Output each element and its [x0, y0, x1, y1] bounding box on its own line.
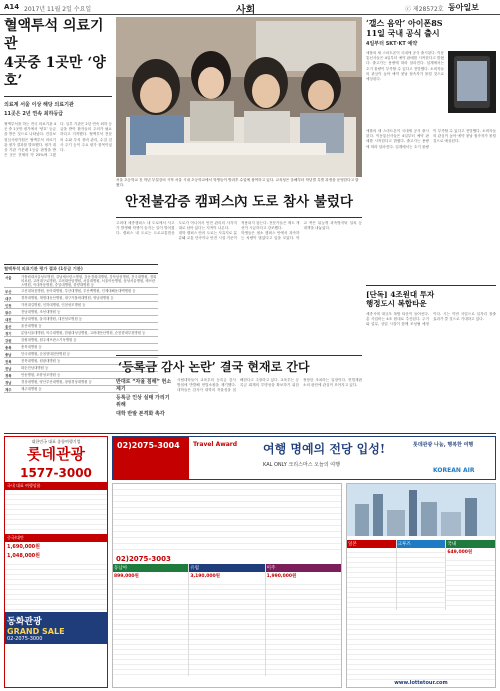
left-sub-1: 의료계 서울 이상 해당 의료기관 [4, 102, 74, 108]
publisher-name: 동아일보 [448, 2, 479, 12]
table-region: 인천 [5, 303, 12, 308]
table-region: 충남 [5, 352, 12, 357]
lotte-price-1: 1,690,000원 [7, 543, 40, 550]
table-region: 경기 [5, 331, 12, 336]
lotte-list-top: 국내 대표 여행상품 [5, 482, 107, 490]
table-region: 전남 [5, 366, 12, 371]
right-article [366, 18, 496, 460]
page-number: A14 [4, 3, 20, 11]
region-3-list [266, 580, 341, 676]
table-region: 울산 [5, 324, 12, 329]
right-sub: 4일부터 SKT·KT 예약 [366, 41, 418, 47]
right-body-text-2: 애플의 새 스마트폰이 국내에 공식 출시된다. 이동통신사들은 4일부터 예약 판매를 시작한다고 밝혔다. 출고가는 용량에 따라 달라진다. 업계에서는 초기 물량이 부족할 수 있다고 전망했다. 소비자들의 관심이 높아 예약 첫날 접속자가 몰릴 것으로 예상된다. [366, 129, 496, 149]
dongwha-grand-sale: GRAND SALE [7, 626, 65, 636]
lotte-brand: 롯데관광 [27, 445, 85, 463]
region-5-list [397, 548, 446, 608]
phone-image [448, 51, 496, 113]
table-hospital-list: 안동병원, 포항성모병원 등 [21, 372, 61, 377]
table-region: 제주 [5, 387, 12, 392]
region-2-list [189, 580, 264, 676]
lotte-tour-ad [4, 436, 108, 688]
center-list-upper [113, 484, 341, 554]
main-body-2: 대학 캠퍼스 안의 도로는 사유지로 분류돼 교통 단속이나 안전 시설 기준이 적용되지 않는다. 전문가들은 제도 개선이 시급하다고 강조했다. [178, 220, 300, 241]
region-southeast-asia: 동남아 [113, 564, 188, 572]
right2-body-text: 세종시에 대규모 복합 타운이 들어선다. 총 사업비는 4조 원대로 추산된다. 주거와 업무, 상업 시설이 함께 조성될 예정이다. 시는 이번 사업으로 일자리 창출 효과가 클 것으로 기대하고 있다. [366, 311, 496, 327]
region-europe: 유럽 [189, 564, 264, 572]
table-hospital-list: 경북대병원, 계명대동산병원, 대구가톨릭대병원, 영남대병원 등 [21, 295, 114, 300]
price-4: 3,190,000원 [190, 574, 221, 579]
right-ad [346, 483, 496, 688]
issue-number: ⓒ 제28572호 [405, 6, 444, 13]
korean-air-logo: KOREAN AIR [433, 467, 475, 474]
region-domestic: 국내 [446, 540, 495, 548]
classroom-photo [116, 17, 362, 177]
left-article-body [4, 122, 112, 280]
table-hospital-list: 고신대복음병원, 동아대병원, 부산대병원, 부산백병원, 인제대해운대백병원 등 [21, 288, 136, 293]
table-hospital-list: 충북대병원 등 [21, 344, 42, 349]
main-article-body [116, 221, 362, 363]
second-headline: ‘등록금 감사 논란’ 결국 현재로 간다 [118, 360, 310, 374]
right-body-top [366, 51, 444, 127]
left-body-text: 혈액투석을 하는 전국 의료기관 4곳 중 1곳만 평가에서 ‘양호’ 등급을 받은 것으로 나타났다. 건강보험심사평가원은 혈액투석 의료기관 평가 결과를 발표했다. 평가 대상 기관 가운데 1등급 판정을 받은 곳은 전체의 약 25%에 그쳤다. 일부 기관은 2년 연속 최하 등급을 받아 환자들의 주의가 필요하다고 지적했다. 혈액투석 전문의 수와 투석 장비 관리, 수질 검사 주기 등이 주요 평가 항목이었다. [4, 122, 112, 158]
ad-divider [4, 433, 496, 434]
main-body-3: 학생들은 평소 캠퍼스 안에서 과속하는 차량이 많았다고 입을 모았다. 학교 측은 뒤늦게 과속방지턱 설치 등 대책을 내놓았다. [241, 220, 362, 241]
table-hospital-list: 전남대병원, 조선대병원 등 [21, 309, 61, 314]
table-hospital-list: 가천대길병원, 인하대병원, 인천성모병원 등 [21, 302, 86, 307]
banner-left-box [113, 437, 189, 480]
phone-photo [448, 51, 496, 113]
second-sub-3: 대학 반발 본격화 촉각 [116, 411, 165, 417]
lotte-list-1 [5, 490, 107, 534]
table-hospital-list: 강원대병원, 원주세브란스기독병원 등 [21, 337, 77, 342]
lower-phone: 02)2075-3003 [116, 555, 171, 563]
lotte-list-mid: 중국/대만 [5, 534, 107, 542]
main-article [116, 190, 362, 363]
lotte-price-2: 1,048,000원 [7, 552, 40, 559]
table-region: 충북 [5, 345, 12, 350]
region-america: 미주 [266, 564, 341, 572]
left-sub-2: 11곳은 2년 연속 최하등급 [4, 111, 64, 117]
table-hospital-list: 경상대병원, 양산부산대병원, 창원경상대병원 등 [21, 379, 92, 384]
left-article [4, 18, 112, 280]
table-hospital-list: 충남대병원, 을지대병원, 대전성모병원 등 [21, 316, 83, 321]
right-ad-list [347, 610, 495, 680]
lotte-phone: 1577-3000 [20, 465, 92, 480]
issue-date: 2017년 11월 2일 수요일 [24, 6, 92, 13]
award-banner [112, 436, 496, 480]
table-region: 강원 [5, 338, 12, 343]
table-region: 광주 [5, 310, 12, 315]
right2-headline-2: 행정도시 복합타운 [366, 299, 427, 309]
price-3: 899,000원 [114, 574, 139, 579]
lotte-tagline: 대한민국 대표 종합여행기업 [31, 439, 81, 444]
table-hospital-list: 울산대병원 등 [21, 323, 42, 328]
photo-caption: 서울 초등학교 친 학년 부설강의 시작 서울 시내 초등학교에서 학생들이 방과후 수업에 참여하고 있다. 교육청은 올해부터 학년별 특별 과정을 운영한다고 밝혔다. [116, 178, 359, 187]
lotte-list-2 [5, 560, 107, 612]
region-4-list [347, 548, 396, 608]
left-headline-2: 4곳중 1곳만 ‘양호’ [4, 55, 106, 89]
table-title: 혈액투석 의료기관 평가 결과 (1등급 기관) [4, 264, 158, 274]
center-listings [112, 483, 342, 688]
region-6-list [446, 556, 495, 610]
table-region: 대전 [5, 317, 12, 322]
banner-mid-phone: 02)2075-3004 [117, 441, 180, 450]
region-japan: 일본 [347, 540, 396, 548]
right2-headline-1: [단독] 4조원대 투자 [366, 290, 435, 299]
main-body-1: 고려대 세종캠퍼스 내 도로에서 사고가 발생해 학생이 숨지는 일이 벌어졌다. 캠퍼스 내 도로는 도로교통법상 도로가 아니어서 안전 관리의 사각지대로 남아 있다는 지적이 나온다. [116, 220, 237, 236]
right-headline-1: ‘갤스 음악’ 아이폰8S [366, 18, 443, 28]
section-title: 사회 [236, 5, 256, 16]
table-hospital-list: 단국대병원, 순천향대천안병원 등 [21, 351, 71, 356]
left-headline-1: 혈액투석 의료기관 [4, 18, 104, 52]
second-body-text: 사립대학들이 교육부의 등록금 감사 방침에 반발해 헌법소원을 제기했다. 대학들은 감사가 대학의 자율성을 침해한다고 주장하고 있다. 교육부는 등록금 회계의 투명성을 확보하기 위한 정당한 조치라는 입장이다. 헌법재판소의 판단에 관심이 모아지고 있다. [177, 378, 362, 393]
table-region: 대구 [5, 296, 12, 301]
dongwha-phone: 02-2075-3000 [7, 635, 43, 642]
main-headline: 안전불감증 캠퍼스內 도로 참사 불렀다 [125, 194, 353, 210]
right-brand: 롯데관광 나눔, 행복한 여행 [413, 442, 474, 448]
table-region: 경남 [5, 380, 12, 385]
website-link[interactable]: www.lottetour.com [394, 680, 448, 686]
city-skyline-image [347, 484, 496, 536]
dongwha-brand: 동화관광 [7, 616, 42, 627]
table-region: 전북 [5, 359, 12, 364]
table-hospital-list: 분당서울대병원, 아주대병원, 한림대성심병원, 고려대안산병원, 순천향대부천병원 등 [21, 330, 146, 335]
second-sub-1: 반대로 “자율 침해” 헌소제기 [116, 379, 172, 392]
price-6: 649,000원 [447, 550, 473, 555]
table-region: 서울 [5, 275, 12, 280]
dongwha-ad [5, 612, 107, 644]
region-1-list [113, 580, 188, 676]
table-hospital-list: 전북대병원, 원광대병원 등 [21, 358, 61, 363]
price-5: 1,990,000원 [266, 574, 297, 579]
table-hospital-list: 제주대병원 등 [21, 386, 42, 391]
right-headline-2: 11일 국내 공식 출시 [366, 28, 440, 38]
right-body-text: 애플의 새 스마트폰이 국내에 공식 출시된다. 이동통신사들은 4일부터 예약 판매를 시작한다고 밝혔다. 출고가는 용량에 따라 달라진다. 업계에서는 초기 물량이 부족할 수 있다고 전망했다. 소비자들의 관심이 높아 예약 첫날 접속자가 몰릴 것으로 예상된다. [366, 51, 444, 82]
table-hospital-list: 화순전남대병원 등 [21, 365, 49, 370]
table-region: 경북 [5, 373, 12, 378]
kal-notice: KAL ONLY 크리스마스 오늘의 여행 [263, 462, 340, 468]
table-region: 부산 [5, 289, 12, 294]
page-header [0, 0, 500, 15]
travel-award: Travel Award [193, 441, 238, 448]
region-cruise: 크루즈 [397, 540, 446, 548]
table-hospital-list: 가톨릭대서울성모병원, 강남세브란스병원, 강동경희대병원, 강북삼성병원, 건국대병원, 경희의료원, 고려대구로병원, 고려대안암병원, 서울대병원, 서울아산병원, 삼성서울병원, 세브란스병원, 이대목동병원, 중앙대병원, 한양대병원 등 [21, 274, 157, 287]
hall-of-fame-banner: 여행 명예의 전당 입성! [263, 442, 386, 456]
classroom-photo-image [116, 17, 362, 177]
second-sub-2: 등록금 인상 실태 가리기 위해 [116, 395, 170, 408]
right-body-long [366, 129, 496, 281]
